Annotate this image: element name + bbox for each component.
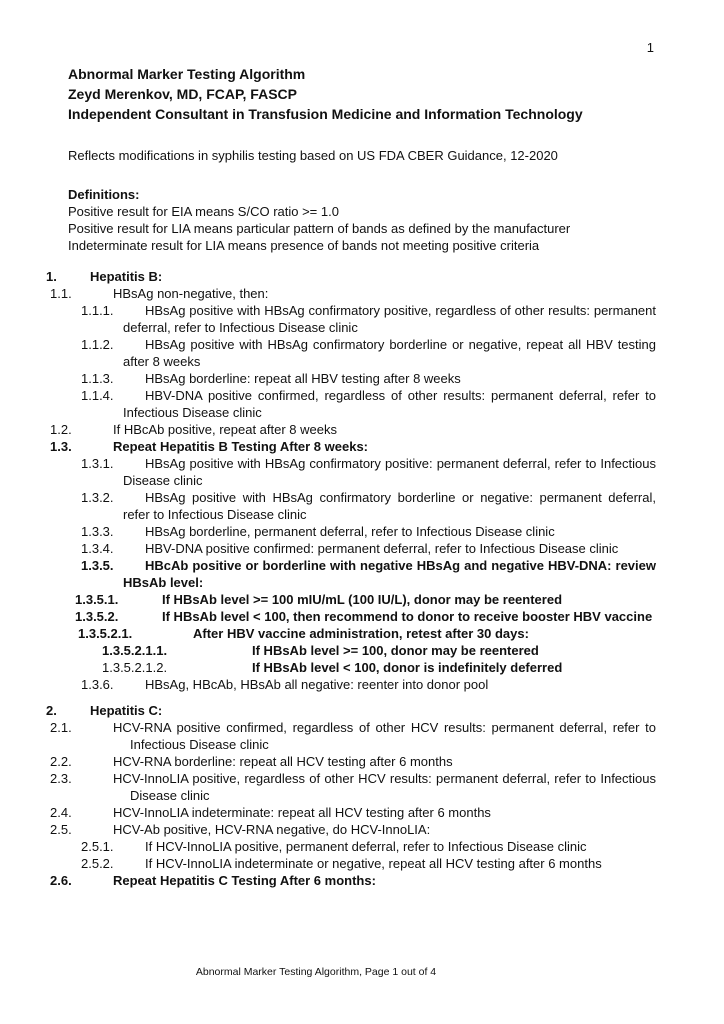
item-number: 2.5. (50, 822, 72, 837)
outline-item-1 (46, 268, 656, 285)
item-text: If HBcAb positive, repeat after 8 weeks (113, 422, 337, 437)
item-number: 1.3.5.2.1. (78, 626, 133, 641)
document-title: Abnormal Marker Testing Algorithm (68, 66, 306, 82)
item-text: If HBsAb level >= 100 mIU/mL (100 IU/L), donor may be reentered (162, 592, 563, 607)
outline-item-1-3-5-1 (68, 591, 656, 608)
item-number: 1.3.5. (81, 558, 114, 573)
item-text: Hepatitis B: (90, 269, 163, 284)
item-number: 2.5.2. (81, 856, 114, 871)
item-text: HBsAg borderline, permanent deferral, refer to Infectious Disease clinic (145, 524, 555, 539)
item-text: If HBsAb level < 100, then recommend to donor to receive booster HBV vaccine (162, 609, 653, 624)
item-number: 2.5.1. (81, 839, 114, 854)
outline-item-1-1-3 (68, 370, 656, 387)
item-number: 1.3.6. (81, 677, 114, 692)
item-number: 1.3.2. (81, 490, 114, 505)
item-number: 1. (46, 269, 57, 284)
outline-item-2-5 (50, 821, 656, 838)
item-number: 1.3.4. (81, 541, 114, 556)
outline-item-1-3-2 (68, 489, 656, 523)
item-text: Repeat Hepatitis C Testing After 6 months: (113, 873, 376, 888)
item-text: If HCV-InnoLIA indeterminate or negative, repeat all HCV testing after 6 months (145, 856, 602, 871)
item-text: HBsAg positive with HBsAg confirmatory positive, regardless of other results: permanent deferral, refer to Infectious Disease clinic (123, 303, 656, 335)
outline-item-1-3-5-2-1-2 (68, 659, 656, 676)
item-text: If HCV-InnoLIA positive, permanent deferral, refer to Infectious Disease clinic (145, 839, 587, 854)
document-header (68, 0, 656, 124)
item-text: Repeat Hepatitis B Testing After 8 weeks: (113, 439, 369, 454)
item-text: HBcAb positive or borderline with negative HBsAg and negative HBV-DNA: review HBsAb level: (123, 558, 656, 590)
item-text: HBsAg positive with HBsAg confirmatory positive: permanent deferral, refer to Infectious Disease clinic (123, 456, 656, 488)
item-text: HCV-InnoLIA positive, regardless of other HCV results: permanent deferral, refer to Infectious Disease clinic (113, 771, 656, 803)
item-number: 2. (46, 703, 57, 718)
outline-section (46, 702, 656, 889)
document-note: Reflects modifications in syphilis testing based on US FDA CBER Guidance, 12-2020 (68, 148, 558, 163)
item-number: 1.1. (50, 286, 72, 301)
item-number: 2.4. (50, 805, 72, 820)
item-text: HBV-DNA positive confirmed, regardless of other results: permanent deferral, refer to Infectious Disease clinic (123, 388, 656, 420)
page-number: 1 (646, 40, 654, 55)
definition-line: Indeterminate result for LIA means presence of bands not meeting positive criteria (68, 238, 540, 253)
item-text: HCV-RNA borderline: repeat all HCV testing after 6 months (113, 754, 453, 769)
outline-item-1-3-5-2-1 (68, 625, 656, 642)
item-text: After HBV vaccine administration, retest after 30 days: (193, 626, 529, 641)
item-number: 1.3.5.2.1.1. (102, 643, 168, 658)
item-number: 1.1.1. (81, 303, 114, 318)
definitions-heading: Definitions: (68, 187, 140, 202)
item-text: Hepatitis C: (90, 703, 163, 718)
outline-item-2 (46, 702, 656, 719)
outline-item-2-2 (50, 753, 656, 770)
outline (46, 268, 656, 889)
item-number: 1.3.3. (81, 524, 114, 539)
item-text: If HBsAb level >= 100, donor may be reentered (252, 643, 539, 658)
item-text: HBsAg non-negative, then: (113, 286, 269, 301)
item-text: HCV-RNA positive confirmed, regardless of other HCV results: permanent deferral, refer to Infectious Disease clinic (113, 720, 656, 752)
item-number: 2.3. (50, 771, 72, 786)
outline-item-1-3-5-2-1-1 (68, 642, 656, 659)
outline-item-2-1 (50, 719, 656, 753)
definitions-list (68, 203, 656, 254)
outline-item-2-5-2 (68, 855, 656, 872)
outline-item-2-6 (50, 872, 656, 889)
page-footer: Abnormal Marker Testing Algorithm, Page 1 out of 4 (195, 966, 437, 978)
outline-section (46, 268, 656, 693)
item-number: 1.3.5.2. (75, 609, 119, 624)
outline-item-1-2 (50, 421, 656, 438)
item-number: 1.2. (50, 422, 72, 437)
outline-item-1-3 (50, 438, 656, 455)
outline-item-2-3 (50, 770, 656, 804)
document-author-role: Independent Consultant in Transfusion Medicine and Information Technology (68, 106, 583, 122)
outline-item-1-1-1 (68, 302, 656, 336)
document-author: Zeyd Merenkov, MD, FCAP, FASCP (68, 86, 297, 102)
definition-line: Positive result for EIA means S/CO ratio >= 1.0 (68, 204, 339, 219)
item-text: HCV-Ab positive, HCV-RNA negative, do HCV-InnoLIA: (113, 822, 431, 837)
definition-line: Positive result for LIA means particular pattern of bands as defined by the manufacturer (68, 221, 571, 236)
outline-item-1-3-5-2 (68, 608, 656, 625)
item-text: HBsAg, HBcAb, HBsAb all negative: reenter into donor pool (145, 677, 489, 692)
item-number: 1.3.5.2.1.2. (102, 660, 168, 675)
item-text: HBsAg positive with HBsAg confirmatory borderline or negative: permanent deferral, refer to Infectious Disease clinic (123, 490, 656, 522)
item-text: HCV-InnoLIA indeterminate: repeat all HCV testing after 6 months (113, 805, 491, 820)
outline-item-1-3-3 (68, 523, 656, 540)
outline-item-1-3-1 (68, 455, 656, 489)
item-text: HBsAg positive with HBsAg confirmatory borderline or negative, repeat all HBV testing after 8 weeks (123, 337, 656, 369)
outline-item-1-1-4 (68, 387, 656, 421)
item-text: If HBsAb level < 100, donor is indefinitely deferred (252, 660, 563, 675)
definitions-block (68, 186, 656, 254)
outline-item-2-5-1 (68, 838, 656, 855)
outline-item-1-3-6 (68, 676, 656, 693)
outline-item-2-4 (50, 804, 656, 821)
item-number: 1.1.3. (81, 371, 114, 386)
item-number: 1.3.5.1. (75, 592, 119, 607)
item-text: HBV-DNA positive confirmed: permanent deferral, refer to Infectious Disease clinic (145, 541, 619, 556)
item-number: 1.1.2. (81, 337, 114, 352)
outline-item-1-1 (50, 285, 656, 302)
item-text: HBsAg borderline: repeat all HBV testing after 8 weeks (145, 371, 461, 386)
item-number: 2.2. (50, 754, 72, 769)
outline-item-1-3-5 (68, 557, 656, 591)
item-number: 1.1.4. (81, 388, 114, 403)
item-number: 1.3.1. (81, 456, 114, 471)
item-number: 1.3. (50, 439, 72, 454)
outline-item-1-3-4 (68, 540, 656, 557)
outline-item-1-1-2 (68, 336, 656, 370)
item-number: 2.6. (50, 873, 72, 888)
item-number: 2.1. (50, 720, 72, 735)
